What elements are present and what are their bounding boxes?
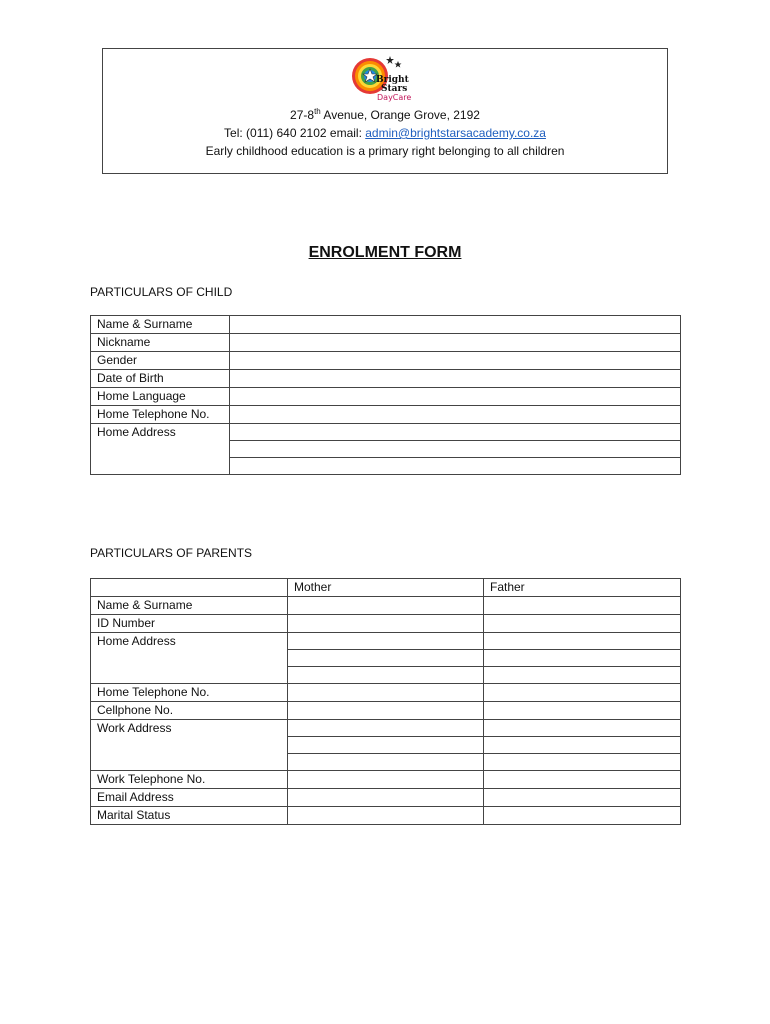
mother-home-telephone-input[interactable] (288, 684, 484, 702)
field-label: Date of Birth (91, 370, 230, 388)
father-name-input[interactable] (484, 597, 681, 615)
mother-home-address-input-3[interactable] (288, 667, 484, 684)
child-address-input-1[interactable] (230, 424, 681, 441)
form-title: ENROLMENT FORM (308, 244, 462, 261)
field-label: Home Address (91, 424, 230, 475)
child-address-input-2[interactable] (230, 441, 681, 458)
mother-marital-status-input[interactable] (288, 807, 484, 825)
table-row (91, 597, 681, 615)
field-label: Name & Surname (91, 316, 230, 334)
mother-id-input[interactable] (288, 615, 484, 633)
field-label: Work Telephone No. (91, 771, 288, 789)
mother-home-address-input-1[interactable] (288, 633, 484, 650)
father-column-header: Father (484, 579, 681, 597)
field-label: Home Telephone No. (91, 406, 230, 424)
child-nickname-input[interactable] (230, 334, 681, 352)
table-row (91, 702, 681, 720)
logo-line3: DayCare (377, 93, 412, 102)
parents-section-label: PARTICULARS OF PARENTS (90, 546, 253, 560)
logo-line2: Stars (381, 84, 408, 94)
field-label: Cellphone No. (91, 702, 288, 720)
table-row (91, 807, 681, 825)
father-home-address-input-1[interactable] (484, 633, 681, 650)
logo-line1: Bright (376, 75, 409, 85)
table-row (91, 352, 681, 370)
table-row (91, 424, 681, 441)
field-label: Home Address (91, 633, 288, 684)
field-label: Name & Surname (91, 597, 288, 615)
field-label: ID Number (91, 615, 288, 633)
father-home-address-input-3[interactable] (484, 667, 681, 684)
mother-cellphone-input[interactable] (288, 702, 484, 720)
mother-work-telephone-input[interactable] (288, 771, 484, 789)
table-row (91, 406, 681, 424)
father-cellphone-input[interactable] (484, 702, 681, 720)
address-line: 27-8th Avenue, Orange Grove, 2192 (290, 107, 480, 122)
parents-particulars-table (90, 578, 681, 825)
table-row (91, 720, 681, 737)
father-work-address-input-3[interactable] (484, 754, 681, 771)
mother-column-header: Mother (288, 579, 484, 597)
table-header-row (91, 579, 681, 597)
table-row (91, 388, 681, 406)
father-id-input[interactable] (484, 615, 681, 633)
bright-stars-logo (348, 53, 424, 103)
mother-work-address-input-3[interactable] (288, 754, 484, 771)
field-label: Gender (91, 352, 230, 370)
mother-work-address-input-2[interactable] (288, 737, 484, 754)
child-name-input[interactable] (230, 316, 681, 334)
child-address-input-3[interactable] (230, 458, 681, 475)
field-label: Marital Status (91, 807, 288, 825)
child-particulars-table (90, 315, 681, 475)
table-row (91, 370, 681, 388)
table-row (91, 615, 681, 633)
table-row (91, 633, 681, 650)
mother-email-input[interactable] (288, 789, 484, 807)
tagline: Early childhood education is a primary right belonging to all children (205, 144, 565, 158)
father-email-input[interactable] (484, 789, 681, 807)
table-row (91, 789, 681, 807)
child-dob-input[interactable] (230, 370, 681, 388)
table-row (91, 316, 681, 334)
mother-home-address-input-2[interactable] (288, 650, 484, 667)
field-label: Work Address (91, 720, 288, 771)
field-label: Nickname (91, 334, 230, 352)
child-language-input[interactable] (230, 388, 681, 406)
father-work-telephone-input[interactable] (484, 771, 681, 789)
child-section-label: PARTICULARS OF CHILD (90, 285, 233, 299)
contact-line: Tel: (011) 640 2102 email: admin@brightstarsacademy.co.za (224, 126, 546, 140)
table-row (91, 771, 681, 789)
field-label: Home Language (91, 388, 230, 406)
field-label: Email Address (91, 789, 288, 807)
father-home-address-input-2[interactable] (484, 650, 681, 667)
email-link[interactable]: admin@brightstarsacademy.co.za (365, 126, 546, 140)
child-gender-input[interactable] (230, 352, 681, 370)
table-row (91, 334, 681, 352)
letterhead-box (102, 48, 668, 174)
mother-name-input[interactable] (288, 597, 484, 615)
field-label: Home Telephone No. (91, 684, 288, 702)
father-work-address-input-2[interactable] (484, 737, 681, 754)
father-marital-status-input[interactable] (484, 807, 681, 825)
father-home-telephone-input[interactable] (484, 684, 681, 702)
father-work-address-input-1[interactable] (484, 720, 681, 737)
mother-work-address-input-1[interactable] (288, 720, 484, 737)
table-row (91, 684, 681, 702)
child-telephone-input[interactable] (230, 406, 681, 424)
